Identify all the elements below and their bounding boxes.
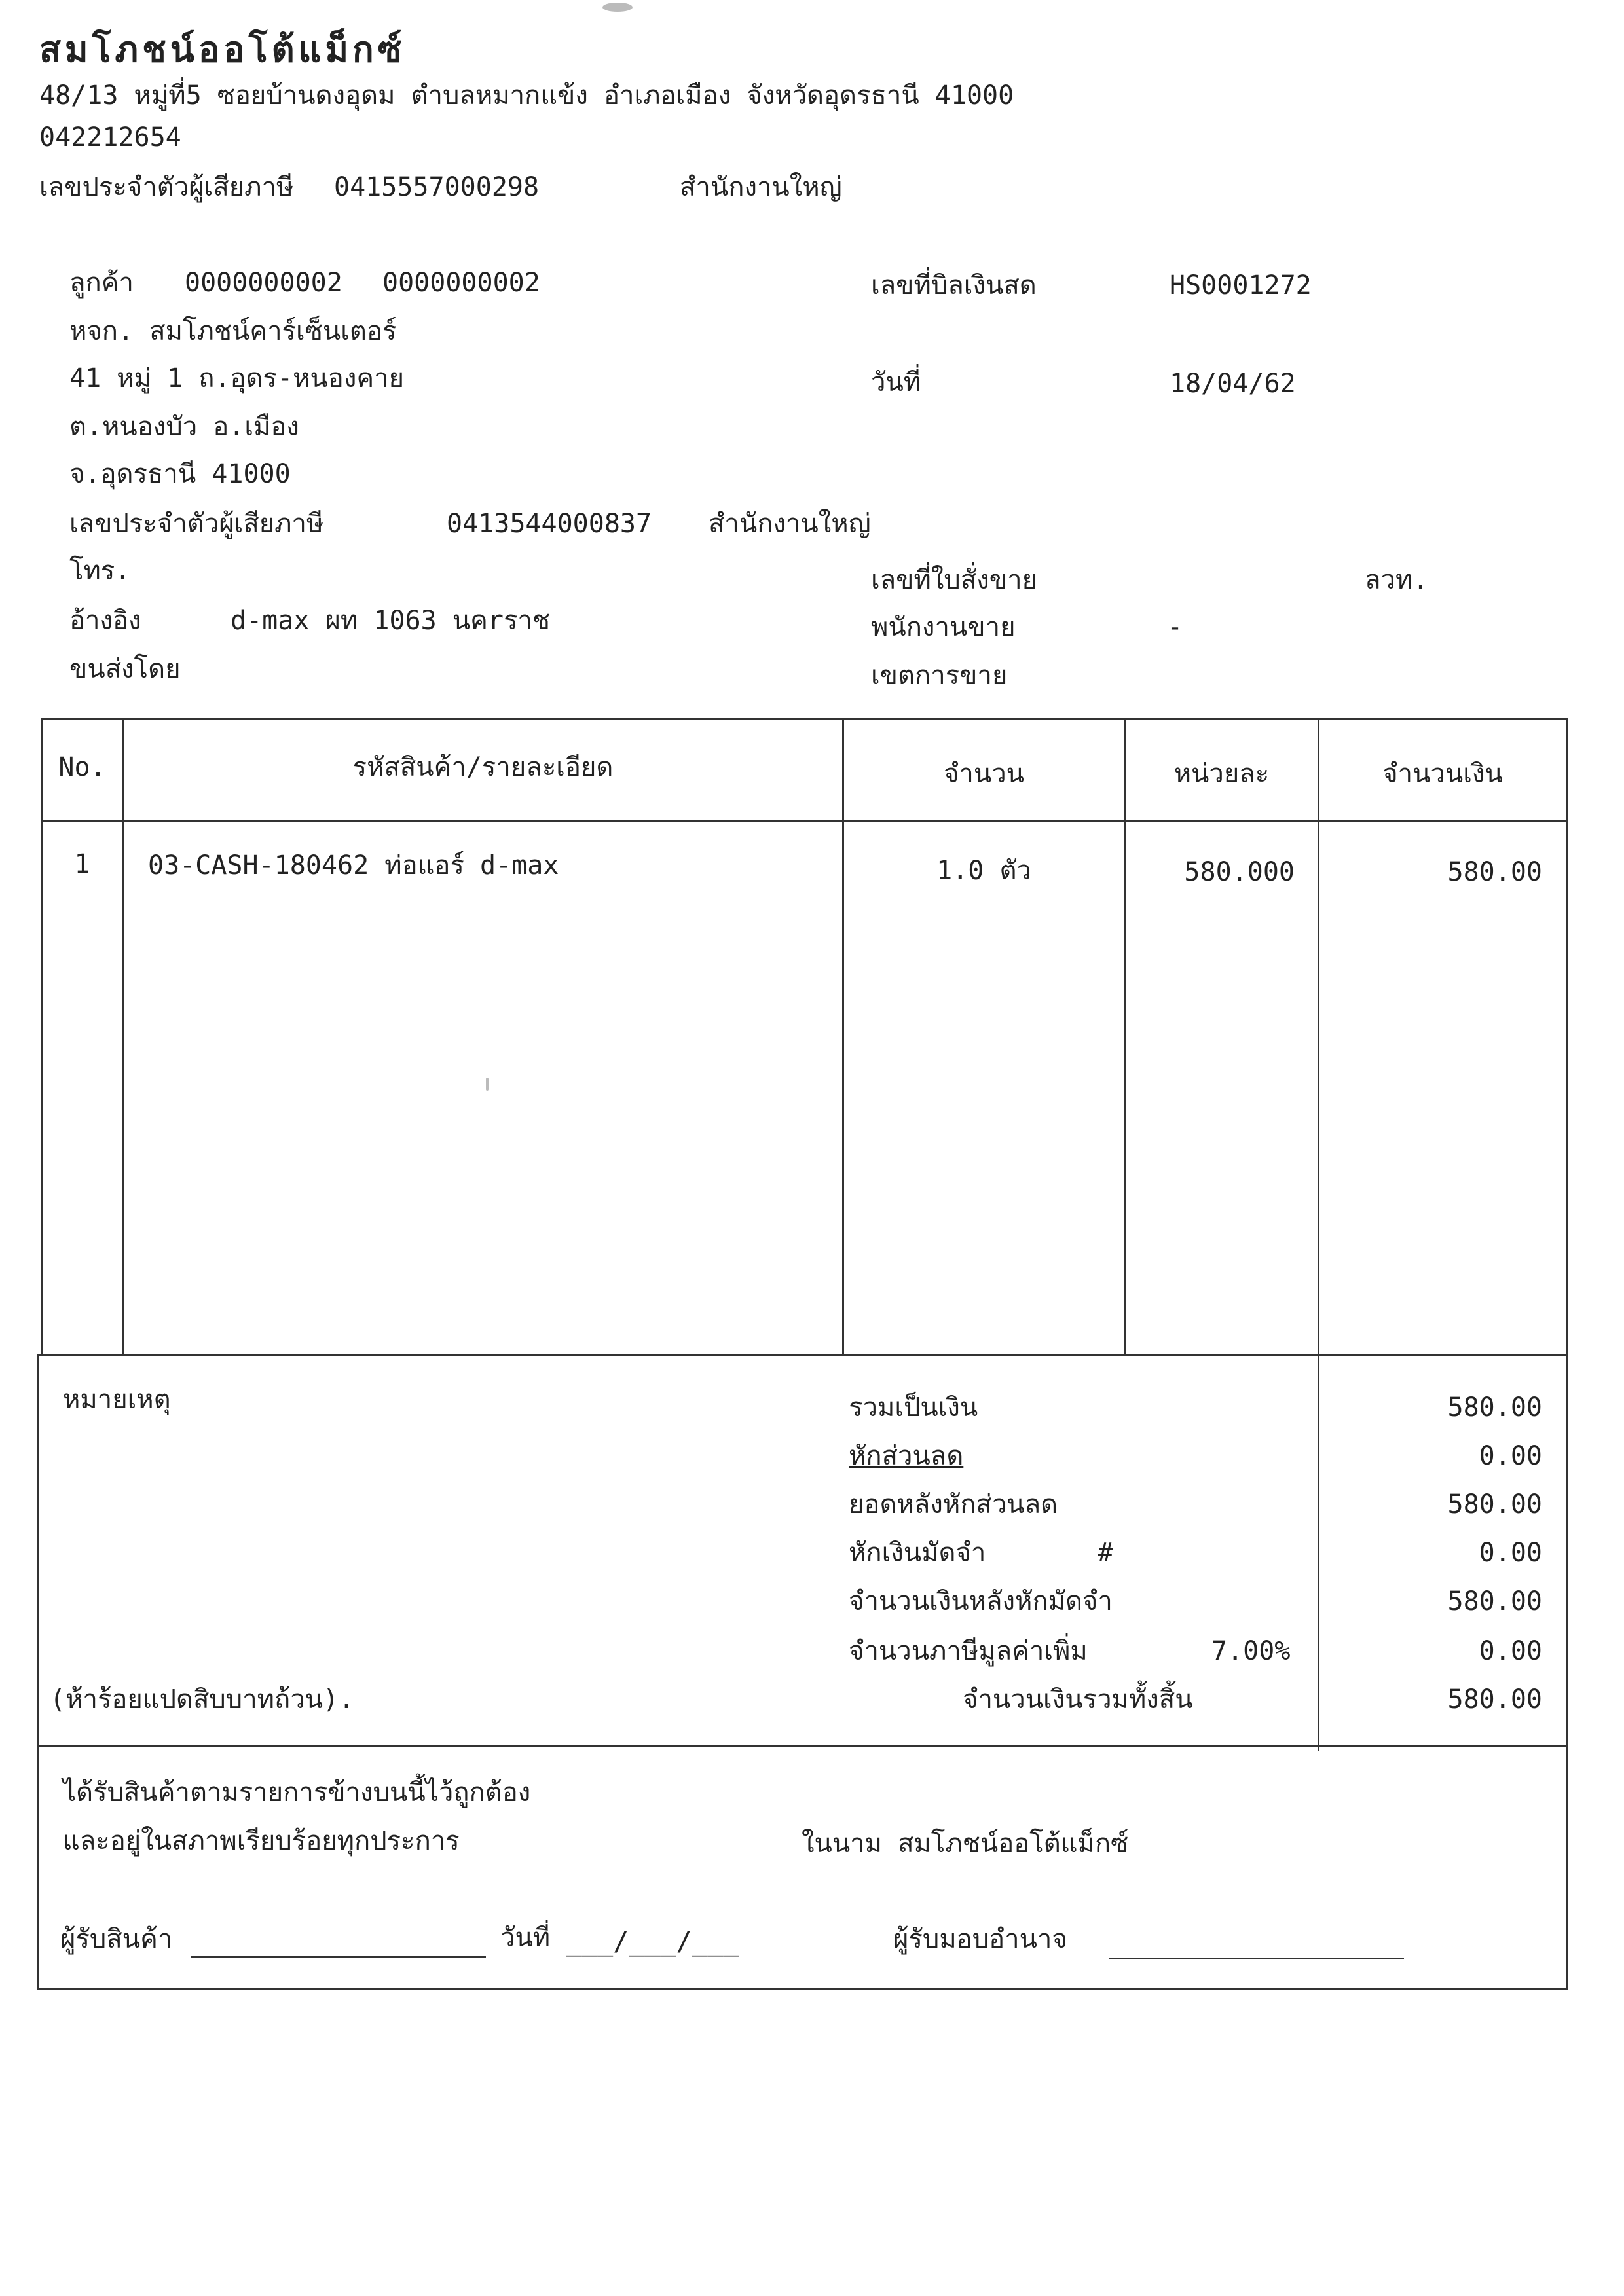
col-header-unit-price: หน่วยละ xyxy=(1173,759,1270,789)
row-no: 1 xyxy=(74,849,90,879)
remark-label: หมายเหตุ xyxy=(63,1385,171,1415)
customer-address-1: 41 หมู่ 1 ถ.อุดร-หนองคาย xyxy=(69,363,405,393)
col-header-description: รหัสสินค้า/รายละเอียด xyxy=(352,752,614,782)
customer-tax-id-label: เลขประจำตัวผู้เสียภาษี xyxy=(69,509,324,539)
receiver-label: ผู้รับสินค้า xyxy=(60,1924,173,1954)
scan-speck xyxy=(486,1078,489,1091)
deposit-value: 0.00 xyxy=(1479,1538,1542,1568)
subtotal-label: รวมเป็นเงิน xyxy=(849,1393,978,1423)
after-deposit-label: จำนวนเงินหลังหักมัดจำ xyxy=(849,1586,1113,1616)
row-unit-price: 580.000 xyxy=(1184,857,1295,887)
received-text-line-1: ได้รับสินค้าตามรายการข้างบนนี้ไว้ถูกต้อง xyxy=(63,1777,531,1808)
company-branch: สำนักงานใหญ่ xyxy=(680,172,842,202)
customer-ref: d-max ผท 1063 นคrราช xyxy=(231,606,551,636)
scan-speck xyxy=(602,3,633,12)
customer-ship-label: ขนส่งโดย xyxy=(69,654,181,684)
after-deposit-value: 580.00 xyxy=(1447,1586,1542,1616)
bill-date-label: วันที่ xyxy=(871,367,921,397)
discount-label: หักส่วนลด xyxy=(849,1441,964,1471)
discount-value: 0.00 xyxy=(1479,1441,1542,1471)
grand-total-value: 580.00 xyxy=(1447,1685,1542,1715)
deposit-label: หักเงินมัดจำ xyxy=(849,1538,986,1568)
after-discount-value: 580.00 xyxy=(1447,1489,1542,1520)
bill-date: 18/04/62 xyxy=(1170,369,1296,399)
authorized-signature-line xyxy=(1109,1958,1404,1959)
customer-code-1: 0000000002 xyxy=(185,268,342,298)
order-no-label: เลขที่ใบสั่งขาย xyxy=(871,565,1038,595)
row-quantity: 1.0 ตัว xyxy=(936,856,1031,886)
vat-value: 0.00 xyxy=(1479,1636,1542,1666)
authorized-label: ผู้รับมอบอำนาจ xyxy=(893,1924,1067,1954)
customer-address-3: จ.อุดรธานี 41000 xyxy=(69,459,291,489)
col-header-amount: จำนวนเงิน xyxy=(1382,759,1503,789)
customer-phone-label: โทร. xyxy=(69,556,131,586)
customer-address-2: ต.หนองบัว อ.เมือง xyxy=(69,412,299,442)
vat-label: จำนวนภาษีมูลค่าเพิ่ม xyxy=(849,1636,1088,1666)
bill-no-label: เลขที่บิลเงินสด xyxy=(871,270,1037,301)
customer-ref-label: อ้างอิง xyxy=(69,606,141,636)
amount-in-words: (ห้าร้อยแปดสิบบาทถ้วน). xyxy=(50,1685,355,1715)
order-suffix: ลวท. xyxy=(1365,565,1429,595)
grand-total-label: จำนวนเงินรวมทั้งสิ้น xyxy=(963,1685,1193,1715)
customer-branch: สำนักงานใหญ่ xyxy=(709,509,871,539)
row-description: 03-CASH-180462 ท่อแอร์ d-max xyxy=(148,850,559,881)
customer-name: หจก. สมโภชน์คาร์เซ็นเตอร์ xyxy=(69,316,397,346)
col-header-no: No. xyxy=(58,752,106,782)
company-phone: 042212654 xyxy=(39,122,181,153)
company-tax-id-label: เลขประจำตัวผู้เสียภาษี xyxy=(39,172,294,202)
vat-rate: 7.00% xyxy=(1211,1636,1291,1666)
bill-no: HS0001272 xyxy=(1170,270,1312,301)
on-behalf-text: ในนาม สมโภชน์ออโต้แม็กซ์ xyxy=(802,1829,1129,1859)
deposit-mark: # xyxy=(1098,1538,1114,1568)
receive-date-label: วันที่ xyxy=(500,1923,551,1953)
row-amount: 580.00 xyxy=(1447,857,1542,887)
sales-person: - xyxy=(1167,612,1183,642)
customer-code-2: 0000000002 xyxy=(382,268,540,298)
company-tax-id: 0415557000298 xyxy=(334,172,540,202)
after-discount-label: ยอดหลังหักส่วนลด xyxy=(849,1489,1058,1520)
receiver-signature-line xyxy=(191,1956,486,1958)
col-header-quantity: จำนวน xyxy=(943,759,1025,789)
receive-date-blank: ___/___/___ xyxy=(566,1927,739,1957)
customer-label: ลูกค้า xyxy=(69,268,134,298)
customer-tax-id: 0413544000837 xyxy=(447,509,652,539)
sales-person-label: พนักงานขาย xyxy=(871,612,1016,642)
company-name: สมโภชน์ออโต้แม็กซ์ xyxy=(39,29,406,70)
sales-area-label: เขตการขาย xyxy=(871,661,1008,691)
subtotal-value: 580.00 xyxy=(1447,1393,1542,1423)
received-text-line-2: และอยู่ในสภาพเรียบร้อยทุกประการ xyxy=(63,1826,460,1856)
company-address: 48/13 หมู่ที่5 ซอยบ้านดงอุดม ตำบลหมากแข้ง อำเภอเมือง จังหวัดอุดรธานี 41000 xyxy=(39,81,1014,111)
